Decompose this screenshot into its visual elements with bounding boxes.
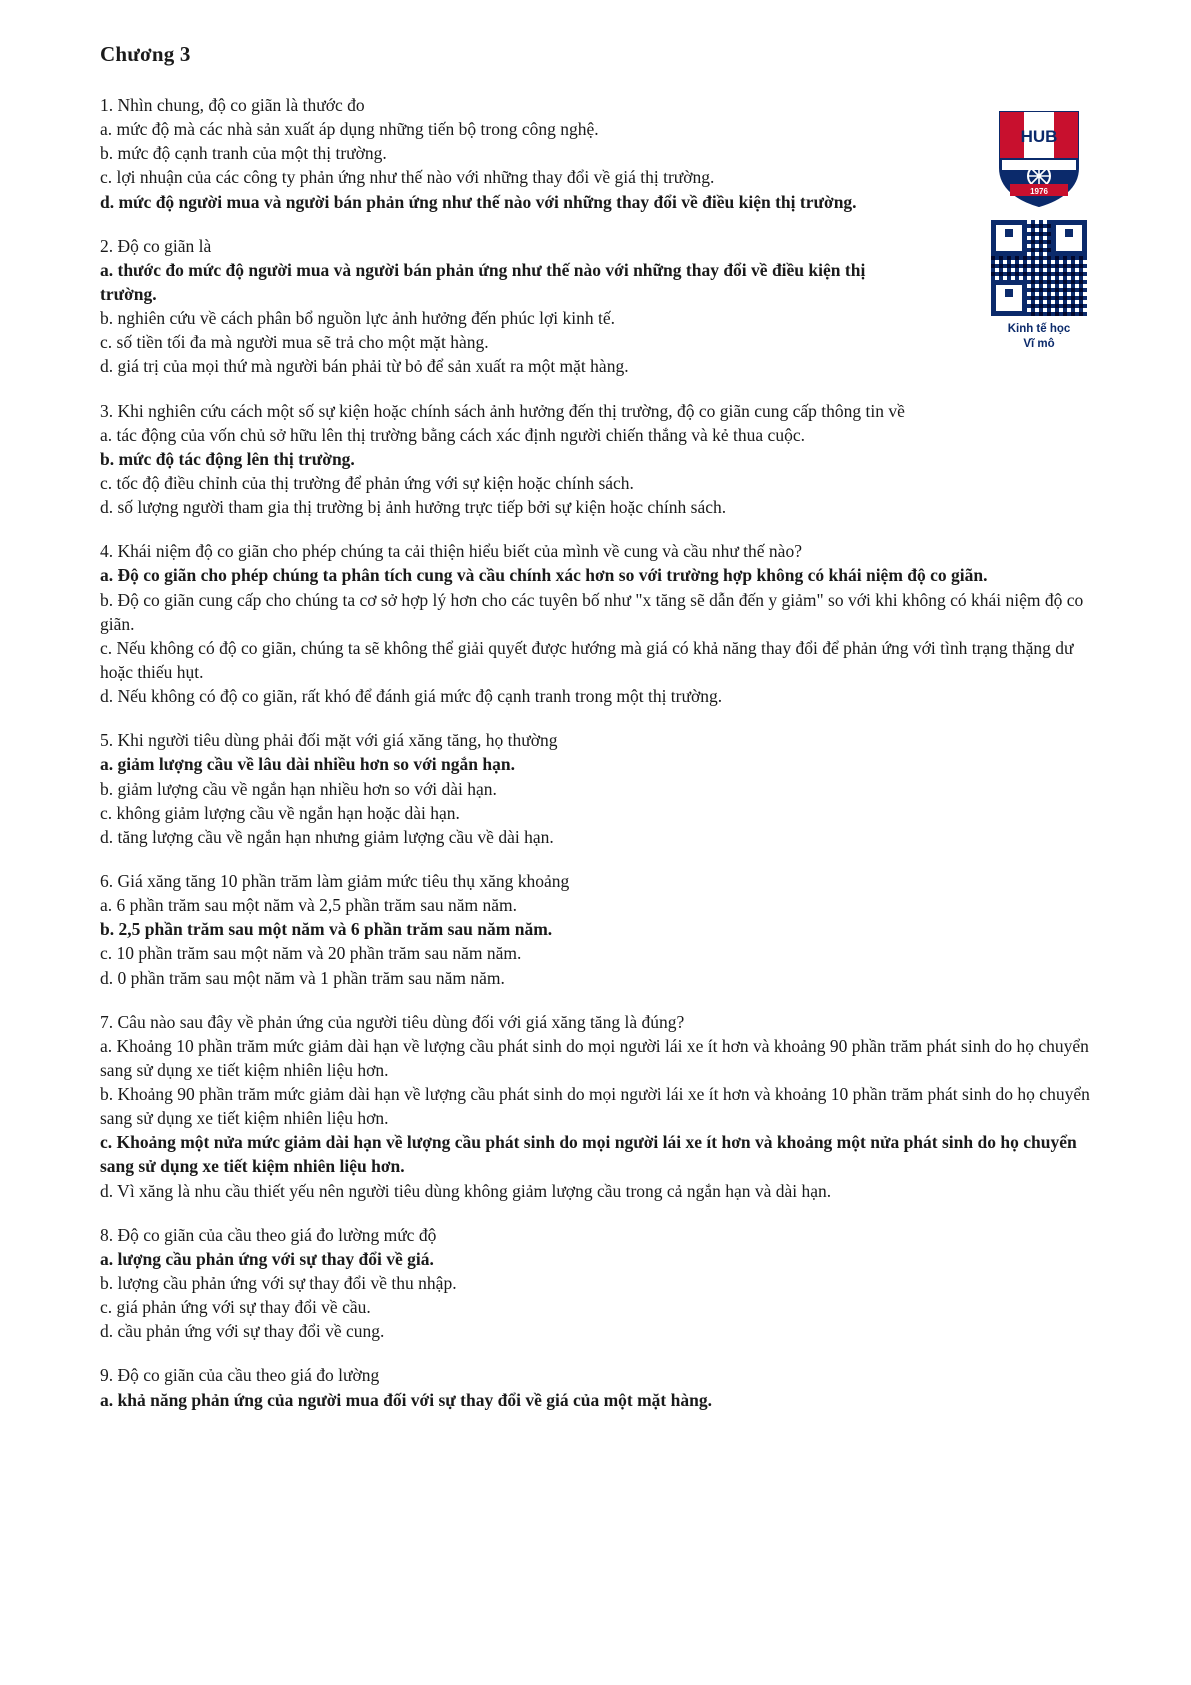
- option-d: d. cầu phản ứng với sự thay đổi về cung.: [100, 1321, 385, 1342]
- question-stem: 2. Độ co giãn là: [100, 235, 212, 256]
- option-c: c. giá phản ứng với sự thay đổi về cầu.: [100, 1297, 371, 1318]
- page-title: Chương 3: [100, 42, 191, 66]
- option-c: c. số tiền tối đa mà người mua sẽ trả cho một mặt hàng.: [100, 332, 489, 353]
- question-9: [100, 1363, 905, 1411]
- option-d: d. giá trị của mọi thứ mà người bán phải từ bỏ để sản xuất ra một mặt hàng.: [100, 356, 629, 377]
- option-a: a. giảm lượng cầu về lâu dài nhiều hơn so với ngắn hạn.: [100, 754, 515, 775]
- option-a: a. tác động của vốn chủ sở hữu lên thị trường bằng cách xác định người chiến thắng và kẻ thua cuộc.: [100, 424, 805, 445]
- option-a: a. lượng cầu phản ứng với sự thay đổi về giá.: [100, 1248, 434, 1269]
- hub-shield-icon: [996, 108, 1082, 208]
- option-c: c. không giảm lượng cầu về ngắn hạn hoặc dài hạn.: [100, 802, 460, 823]
- option-a: a. mức độ mà các nhà sản xuất áp dụng những tiến bộ trong công nghệ.: [100, 119, 599, 140]
- shield-year-label: 1976: [1030, 187, 1048, 196]
- question-stem: 5. Khi người tiêu dùng phải đối mặt với giá xăng tăng, họ thường: [100, 730, 558, 751]
- option-d: d. tăng lượng cầu về ngắn hạn nhưng giảm lượng cầu về dài hạn.: [100, 826, 554, 847]
- question-stem: 1. Nhìn chung, độ co giãn là thước đo: [100, 95, 365, 115]
- logo-caption: [979, 322, 1099, 352]
- question-5: [100, 728, 905, 849]
- option-b: b. mức độ tác động lên thị trường.: [100, 448, 355, 469]
- question-8: [100, 1223, 905, 1344]
- logo-caption-line1: Kinh tế học: [1007, 323, 1071, 335]
- option-b: b. giảm lượng cầu về ngắn hạn nhiều hơn so với dài hạn.: [100, 778, 497, 799]
- question-stem: 7. Câu nào sau đây về phản ứng của người tiêu dùng đối với giá xăng tăng là đúng?: [100, 1011, 685, 1032]
- option-a: a. khả năng phản ứng của người mua đối với sự thay đổi về giá của một mặt hàng.: [100, 1389, 712, 1410]
- option-b: b. nghiên cứu về cách phân bổ nguồn lực ảnh hưởng đến phúc lợi kinh tế.: [100, 308, 615, 329]
- qr-code-icon: [991, 220, 1087, 316]
- question-stem: 8. Độ co giãn của cầu theo giá đo lường mức độ: [100, 1224, 437, 1245]
- option-a: a. thước đo mức độ người mua và người bán phản ứng như thế nào với những thay đổi về điều kiện thị trường.: [100, 259, 866, 304]
- option-c: c. lợi nhuận của các công ty phản ứng như thế nào với những thay đổi về giá thị trường.: [100, 167, 715, 188]
- question-3: [100, 399, 905, 520]
- logo-caption-line2: Vĩ mô: [1023, 337, 1055, 350]
- option-d: d. Vì xăng là nhu cầu thiết yếu nên người tiêu dùng không giảm lượng cầu trong cả ngắn hạn và dài hạn.: [100, 1180, 832, 1201]
- svg-text:HUB: HUB: [1020, 127, 1058, 146]
- question-stem: 6. Giá xăng tăng 10 phần trăm làm giảm mức tiêu thụ xăng khoảng: [100, 870, 570, 891]
- question-6: [100, 869, 905, 990]
- question-4: [100, 539, 1084, 708]
- option-c: c. tốc độ điều chỉnh của thị trường để phản ứng với sự kiện hoặc chính sách.: [100, 472, 634, 493]
- question-2: [100, 234, 905, 379]
- option-a: a. Độ co giãn cho phép chúng ta phân tích cung và cầu chính xác hơn so với trường hợp không có khái niệm độ co giãn.: [100, 565, 988, 586]
- option-c: c. Nếu không có độ co giãn, chúng ta sẽ không thể giải quyết được hướng mà giá có khả năng thay đổi để phản ứng với tình trạng thặng dư hoặc thiếu hụt.: [100, 637, 1074, 682]
- option-d: d. mức độ người mua và người bán phản ứng như thế nào với những thay đổi về điều kiện thị trường.: [100, 191, 857, 212]
- option-c: c. Khoảng một nửa mức giảm dài hạn về lượng cầu phát sinh do mọi người lái xe ít hơn và khoảng một nửa phát sinh do họ chuyển sang sử dụng xe tiết kiệm nhiên liệu hơn.: [100, 1132, 1077, 1177]
- option-a: a. 6 phần trăm sau một năm và 2,5 phần trăm sau năm năm.: [100, 895, 517, 916]
- option-d: d. số lượng người tham gia thị trường bị ảnh hưởng trực tiếp bởi sự kiện hoặc chính sách.: [100, 497, 727, 518]
- question-stem: 9. Độ co giãn của cầu theo giá đo lường: [100, 1365, 380, 1386]
- question-stem: 3. Khi nghiên cứu cách một số sự kiện hoặc chính sách ảnh hưởng đến thị trường, độ co giãn cung cấp thông tin về: [100, 400, 905, 421]
- question-1: [100, 93, 905, 214]
- option-c: c. 10 phần trăm sau một năm và 20 phần trăm sau năm năm.: [100, 943, 522, 964]
- question-7: [100, 1010, 1090, 1203]
- option-b: b. 2,5 phần trăm sau một năm và 6 phần trăm sau năm năm.: [100, 919, 553, 940]
- option-b: b. lượng cầu phản ứng với sự thay đổi về thu nhập.: [100, 1273, 457, 1294]
- option-a: a. Khoảng 10 phần trăm mức giảm dài hạn về lượng cầu phát sinh do mọi người lái xe ít hơn và khoảng 90 phần trăm phát sinh do họ chuyển sang sử dụng xe tiết kiệm nhiên liệu hơn.: [100, 1035, 1089, 1080]
- option-b: b. mức độ cạnh tranh của một thị trường.: [100, 143, 387, 164]
- option-b: b. Độ co giãn cung cấp cho chúng ta cơ sở hợp lý hơn cho các tuyên bố như "x tăng sẽ dẫn đến y giảm" so với khi không có khái niệm độ co giãn.: [100, 589, 1084, 634]
- option-d: d. 0 phần trăm sau một năm và 1 phần trăm sau năm năm.: [100, 967, 505, 988]
- institution-logo-area: [979, 108, 1099, 352]
- option-d: d. Nếu không có độ co giãn, rất khó để đánh giá mức độ cạnh tranh trong một thị trường.: [100, 686, 723, 707]
- question-stem: 4. Khái niệm độ co giãn cho phép chúng ta cải thiện hiểu biết của mình về cung và cầu như thế nào?: [100, 541, 802, 562]
- option-b: b. Khoảng 90 phần trăm mức giảm dài hạn về lượng cầu phát sinh do mọi người lái xe ít hơn và khoảng 10 phần trăm phát sinh do họ chuyển sang sử dụng xe tiết kiệm nhiên liệu hơn.: [100, 1084, 1090, 1129]
